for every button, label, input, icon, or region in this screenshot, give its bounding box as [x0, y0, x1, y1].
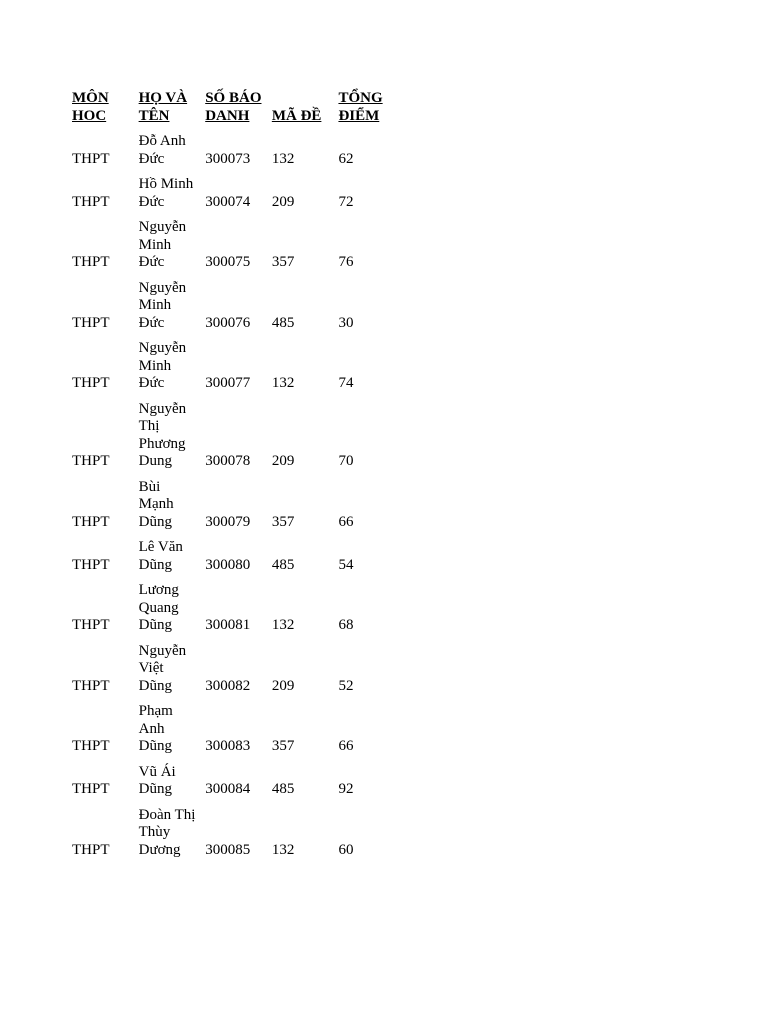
cell-score: 60 [338, 841, 354, 858]
table-row [68, 637, 398, 698]
cell-code: 209 [271, 677, 295, 694]
cell-name: Lương Quang Dũng [138, 582, 179, 633]
cell-sbd: 300082 [205, 677, 251, 694]
cell-sbd: 300078 [205, 453, 251, 469]
cell-name: Đoàn Thị Thùy Dương [138, 806, 196, 858]
table-row [68, 274, 398, 335]
cell-sbd: 300075 [205, 254, 251, 270]
cell-name: Đỗ Anh Đức [138, 133, 186, 167]
cell-score: 30 [338, 314, 354, 331]
header-name: HỌ VÀ TÊN [138, 90, 188, 124]
cell-subject: THPT [72, 677, 110, 694]
table-row [68, 473, 398, 534]
cell-code: 357 [271, 513, 295, 530]
cell-code: 132 [271, 150, 295, 167]
cell-sbd: 300080 [205, 556, 251, 573]
cell-subject: THPT [72, 150, 110, 167]
header-sbd: SỐ BÁO DANH [205, 90, 262, 124]
table-row [68, 170, 398, 213]
table-row [68, 758, 398, 801]
cell-score: 68 [338, 617, 354, 633]
cell-sbd: 300077 [205, 375, 251, 391]
cell-score: 66 [338, 513, 354, 530]
cell-code: 209 [271, 453, 295, 469]
cell-subject: THPT [72, 453, 110, 469]
cell-code: 485 [271, 556, 295, 573]
cell-name: Lê Văn Dũng [138, 539, 183, 573]
cell-sbd: 300085 [205, 841, 251, 858]
cell-sbd: 300079 [205, 513, 251, 530]
results-table [68, 90, 398, 861]
header-score: TỔNG ĐIỂM [338, 90, 383, 124]
table-row [68, 213, 398, 274]
table-body [68, 127, 398, 861]
table-row [68, 395, 398, 473]
cell-sbd: 300083 [205, 738, 251, 754]
cell-score: 70 [338, 453, 354, 469]
cell-score: 52 [338, 677, 354, 694]
table-row [68, 697, 398, 758]
cell-subject: THPT [72, 513, 110, 530]
table-row [68, 334, 398, 395]
cell-name: Bùi Mạnh Dũng [138, 478, 174, 530]
table-row [68, 533, 398, 576]
cell-code: 132 [271, 617, 295, 633]
cell-code: 209 [271, 193, 295, 210]
cell-sbd: 300084 [205, 781, 251, 797]
cell-code: 357 [271, 254, 295, 270]
cell-score: 72 [338, 193, 354, 210]
cell-name: Nguyễn Minh Đức [138, 219, 187, 270]
cell-code: 357 [271, 738, 295, 754]
cell-code: 485 [271, 314, 295, 331]
header-subject: MÔN HOC [72, 90, 109, 124]
cell-sbd: 300073 [205, 150, 251, 167]
cell-score: 62 [338, 150, 354, 167]
cell-subject: THPT [72, 617, 110, 633]
table-row [68, 576, 398, 637]
cell-score: 76 [338, 254, 354, 270]
cell-subject: THPT [72, 556, 110, 573]
cell-sbd: 300074 [205, 193, 251, 210]
cell-subject: THPT [72, 314, 110, 331]
cell-subject: THPT [72, 193, 110, 210]
header-row [68, 90, 398, 127]
cell-name: Vũ Ái Dũng [138, 763, 176, 797]
cell-subject: THPT [72, 841, 110, 858]
cell-name: Phạm Anh Dũng [138, 703, 173, 754]
header-code: MÃ ĐỀ [271, 107, 322, 124]
cell-name: Nguyễn Thị Phương Dung [138, 400, 187, 469]
cell-score: 66 [338, 738, 354, 754]
table-row [68, 127, 398, 170]
cell-subject: THPT [72, 781, 110, 797]
cell-score: 92 [338, 781, 354, 797]
table-row [68, 801, 398, 862]
cell-code: 132 [271, 841, 295, 858]
cell-subject: THPT [72, 738, 110, 754]
cell-sbd: 300076 [205, 314, 251, 331]
cell-name: Nguyễn Minh Đức [138, 340, 187, 391]
cell-name: Nguyễn Minh Đức [138, 279, 187, 331]
cell-sbd: 300081 [205, 617, 251, 633]
cell-name: Nguyễn Việt Dũng [138, 642, 187, 694]
cell-score: 74 [338, 375, 354, 391]
cell-name: Hồ Minh Đức [138, 176, 194, 210]
table-header [68, 90, 398, 127]
cell-score: 54 [338, 556, 354, 573]
cell-code: 132 [271, 375, 295, 391]
cell-subject: THPT [72, 375, 110, 391]
cell-subject: THPT [72, 254, 110, 270]
cell-code: 485 [271, 781, 295, 797]
